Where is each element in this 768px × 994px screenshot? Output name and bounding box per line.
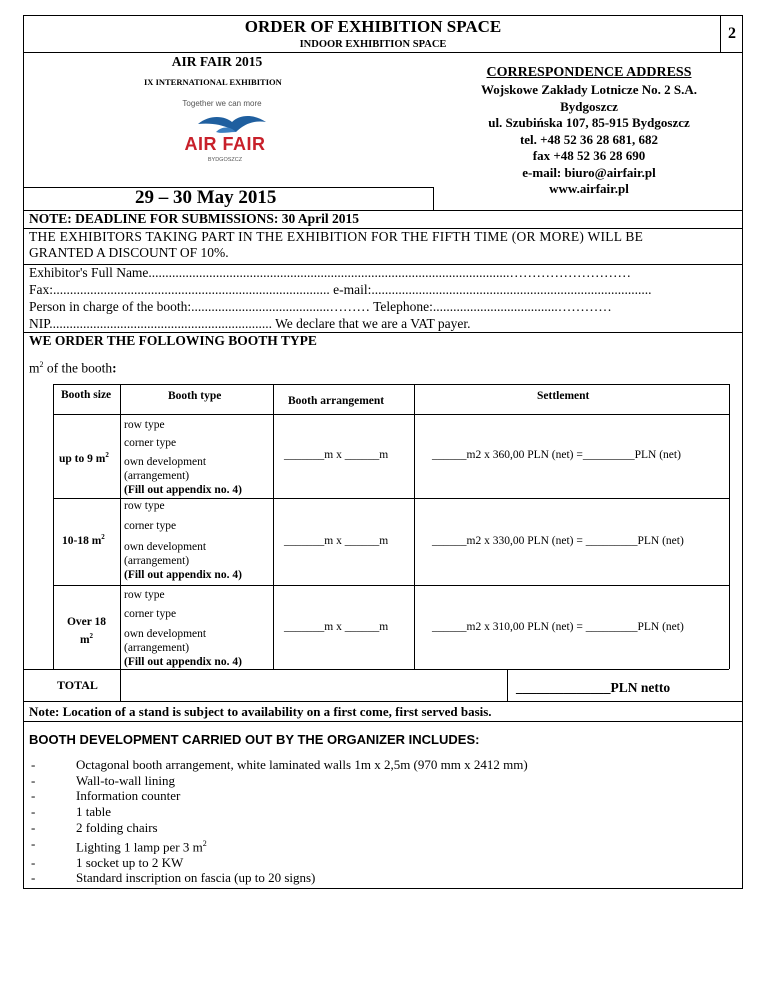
settlement-field[interactable]: ______m2 x 330,00 PLN (net) = _________PLN (net) — [432, 535, 684, 547]
list-item: - 2 folding chairs — [31, 820, 528, 836]
type-corner[interactable]: corner type — [124, 437, 177, 449]
correspondence-address: Wojskowe Zakłady Lotnicze No. 2 S.A. Bydgoszcz ul. Szubińska 107, 85-915 Bydgoszcz tel. +48 52 36 28 681, 682 fax +48 52 36 28 690 e-mail: biuro@airfair.pl www.airfair.pl — [481, 82, 697, 196]
list-item: - Standard inscription on fascia (up to 20 signs) — [31, 870, 528, 886]
development-heading: BOOTH DEVELOPMENT CARRIED OUT BY THE ORGANIZER INCLUDES: — [29, 732, 480, 747]
arrangement-field[interactable]: _______m x ______m — [284, 535, 389, 547]
booth-size: 10-18 $m^2$ — [62, 533, 105, 547]
event-dates: 29 – 30 May 2015 — [135, 187, 277, 208]
list-item: - Information counter — [31, 788, 528, 804]
page-number: 2 — [728, 25, 736, 42]
total-label: TOTAL — [57, 678, 98, 692]
booth-size: Over 18 $m^2$ — [66, 616, 107, 646]
nip-field[interactable]: NIP.................................................................. We declare that we are a VAT payer. — [29, 316, 471, 331]
logo-city: BYDGOSZCZ — [207, 157, 243, 163]
header-settlement: Settlement — [537, 390, 590, 402]
person-telephone-field[interactable]: Person in charge of the booth:.........................................……… Telephone:.....................................………… — [29, 299, 612, 314]
development-list — [31, 757, 528, 886]
list-item: - Octagonal booth arrangement, white laminated walls 1m x 2,5m (970 mm x 2412 mm) — [31, 757, 528, 773]
type-row[interactable]: row type — [124, 589, 165, 601]
list-item: - 1 socket up to 2 KW — [31, 855, 528, 871]
header-booth-type: Booth type — [168, 390, 222, 402]
type-own-development[interactable]: own development (arrangement) (Fill out appendix no. 4) — [124, 628, 242, 668]
total-value-field[interactable]: ______________PLN netto — [516, 680, 671, 695]
arrangement-field[interactable]: _______m x ______m — [284, 449, 389, 461]
list-item: - Wall-to-wall lining — [31, 773, 528, 789]
list-item: - 1 table — [31, 804, 528, 820]
event-name: AIR FAIR 2015 — [171, 54, 263, 69]
form-title: ORDER OF EXHIBITION SPACE — [244, 17, 502, 36]
header-booth-arrangement: Booth arrangement — [288, 395, 385, 407]
type-own-development[interactable]: own development (arrangement) (Fill out appendix no. 4) — [124, 541, 242, 581]
list-item: - Lighting 1 lamp per 3 $m^2$ — [31, 836, 528, 855]
type-corner[interactable]: corner type — [124, 608, 177, 620]
discount-note: THE EXHIBITORS TAKING PART IN THE EXHIBITION FOR THE FIFTH TIME (OR MORE) WILL BE GRANTED A DISCOUNT OF 10%. — [29, 229, 644, 260]
type-row[interactable]: row type — [124, 500, 165, 512]
fax-email-field[interactable]: Fax:.................................................................................. e-mail:................................................................................... — [29, 282, 652, 297]
event-tagline: Together we can more — [182, 99, 262, 108]
air-fair-logo — [170, 110, 280, 170]
booth-size: up to 9 $m^2$ — [59, 451, 109, 465]
form-subtitle: INDOOR EXHIBITION SPACE — [299, 39, 447, 50]
event-edition: IX INTERNATIONAL EXHIBITION — [144, 77, 282, 87]
deadline-note: NOTE: DEADLINE FOR SUBMISSIONS: 30 April 2015 — [29, 211, 360, 226]
logo-text: AIR FAIR — [184, 134, 266, 154]
order-heading: WE ORDER THE FOLLOWING BOOTH TYPE — [29, 333, 317, 348]
type-row[interactable]: row type — [124, 419, 165, 431]
exhibitor-name-field[interactable]: Exhibitor's Full Name...........................................................................................................……………………… — [29, 265, 632, 280]
header-booth-size: Booth size — [61, 389, 112, 401]
type-own-development[interactable]: own development (arrangement) (Fill out appendix no. 4) — [124, 456, 242, 496]
settlement-field[interactable]: ______m2 x 360,00 PLN (net) =_________PLN (net) — [432, 449, 681, 461]
correspondence-heading: CORRESPONDENCE ADDRESS — [486, 65, 692, 80]
booth-area-label: $m^2$ of the booth: — [29, 360, 117, 376]
settlement-field[interactable]: ______m2 x 310,00 PLN (net) = _________PLN (net) — [432, 621, 684, 633]
arrangement-field[interactable]: _______m x ______m — [284, 621, 389, 633]
type-corner[interactable]: corner type — [124, 520, 177, 532]
location-note: Note: Location of a stand is subject to availability on a first come, first served basis. — [29, 704, 492, 719]
